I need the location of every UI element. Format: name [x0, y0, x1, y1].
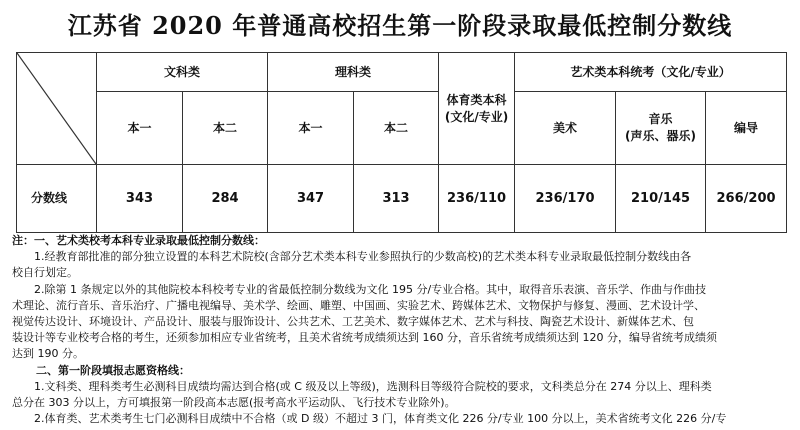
- note-line: 视觉传达设计、环境设计、产品设计、服装与服饰设计、公共艺术、工艺美术、数字媒体艺术、艺术与科技、陶瓷艺术设计、新媒体艺术、包: [12, 315, 694, 329]
- note-line: 1.文科类、理科类考生必测科目成绩均需达到合格(或 C 级及以上等级)，选测科目等级符合院校的要求，文科类总分在 274 分以上、理科类: [34, 379, 712, 393]
- note-heading-1: 注：一、艺术类校考本科专业录取最低控制分数线：: [12, 234, 265, 247]
- note-line: 2.除第 1 条规定以外的其他院校本科校考专业的省最低控制分数线为文化 195 分/专业合格。其中，取得音乐表演、音乐学、作曲与作曲技: [34, 282, 707, 296]
- diagonal-corner-cell: [17, 53, 97, 165]
- note-line: 校自行划定。: [12, 266, 78, 280]
- note-line: 术理论、流行音乐、音乐治疗、广播电视编导、美术学、绘画、雕塑、中国画、实验艺术、跨媒体艺术、文物保护与修复、漫画、艺术设计学、: [12, 298, 705, 312]
- value-biandao: 266/200: [706, 165, 787, 233]
- note-heading-2: 二、第一阶段填报志愿资格线：: [36, 363, 190, 377]
- value-li-ben2: 313: [354, 165, 439, 233]
- value-tiyu: 236/110: [439, 165, 515, 233]
- value-li-ben1: 347: [268, 165, 354, 233]
- note-line: 2.体育类、艺术类考生七门必测科目成绩中不合格（或 D 级）不超过 3 门，体育类文化 226 分/专业 100 分以上，美术省统考文化 226 分/专: [34, 412, 727, 426]
- diagonal-line-icon: [17, 53, 96, 164]
- notes-section: [12, 233, 790, 427]
- header-li-ben2: 本二: [354, 92, 439, 165]
- value-wen-ben1: 343: [97, 165, 183, 233]
- header-wenke: 文科类: [97, 53, 268, 92]
- row-label: 分数线: [17, 165, 97, 233]
- note-line: 达到 190 分。: [12, 347, 84, 361]
- header-tiyu-line1: 体育类本科: [446, 92, 507, 107]
- header-yinyue-line2: (声乐、器乐): [625, 129, 697, 143]
- header-wen-ben2: 本二: [183, 92, 268, 165]
- score-table: [16, 52, 787, 233]
- value-wen-ben2: 284: [183, 165, 268, 233]
- header-meishu: 美术: [515, 92, 616, 165]
- page-title: 江苏省 2020 年普通高校招生第一阶段录取最低控制分数线: [67, 11, 733, 40]
- header-biandao: 编导: [706, 92, 787, 165]
- header-yinyue-line1: 音乐: [648, 112, 673, 126]
- note-line: 总分在 303 分以上，方可填报第一阶段高本志愿(报考高水平运动队、飞行技术专业除外)。: [12, 396, 456, 410]
- value-meishu: 236/170: [515, 165, 616, 233]
- table-row: [17, 165, 787, 233]
- value-yinyue: 210/145: [616, 165, 706, 233]
- header-yishu: 艺术类本科统考（文化/专业）: [515, 53, 787, 92]
- header-tiyu-line2: (文化/专业): [444, 109, 509, 124]
- header-wen-ben1: 本一: [97, 92, 183, 165]
- header-tiyu: [439, 53, 515, 165]
- header-yinyue: [616, 92, 706, 165]
- note-line: 1.经教育部批准的部分独立设置的本科艺术院校(含部分艺术类本科专业参照执行的少数高校)的艺术类本科专业录取最低控制分数线由各: [34, 250, 692, 264]
- header-like: 理科类: [268, 53, 439, 92]
- header-li-ben1: 本一: [268, 92, 354, 165]
- note-line: 装设计等专业校考合格的考生，还须参加相应专业省统考，且美术省统考成绩须达到 160 分，音乐省统考成绩须达到 120 分，编导省统考成绩须: [12, 331, 717, 345]
